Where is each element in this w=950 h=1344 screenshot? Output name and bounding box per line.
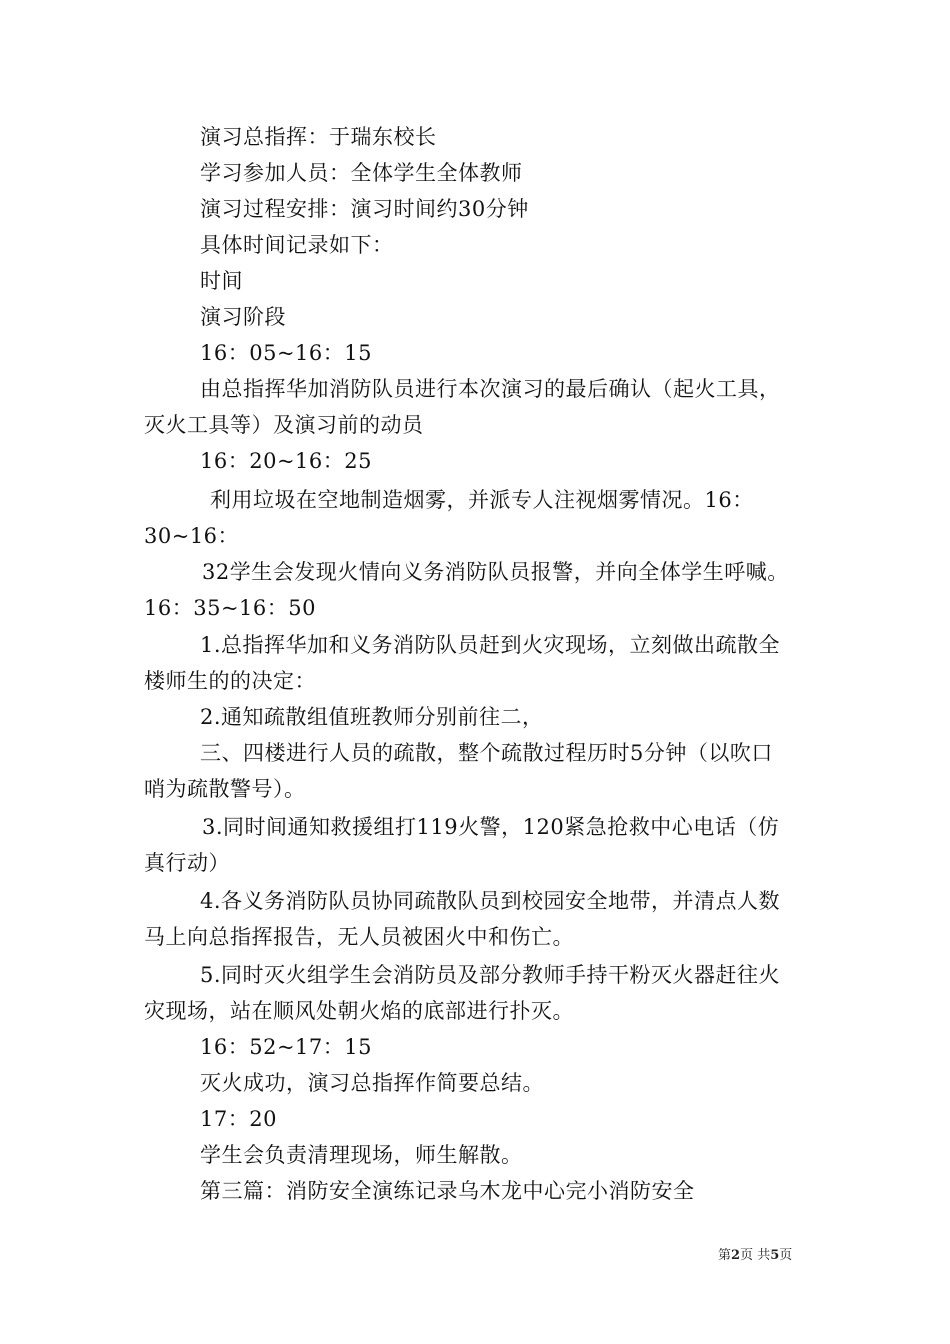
footer-suffix: 页 [779,1248,793,1263]
text-line: 楼师生的的决定： [144,669,316,693]
text-line: 学习参加人员：全体学生全体教师 [200,161,523,185]
text-line: 哨为疏散警号）。 [144,777,306,801]
text-line: 2.通知疏散组值班教师分别前往二， [200,705,544,729]
text-line: 5.同时灭火组学生会消防员及部分教师手持干粉灭火器赶往火 [200,963,781,987]
footer-page-total: 5 [770,1248,780,1263]
text-line: 3.同时间通知救援组打119火警，120紧急抢救中心电话（仿 [202,815,780,839]
text-line: 演习总指挥：于瑞东校长 [200,125,437,149]
time-line: 16：35~16：50 [144,596,316,620]
text-line: 具体时间记录如下： [200,233,394,257]
text-line: 马上向总指挥报告，无人员被困火中和伤亡。 [144,925,574,949]
text-line: 真行动） [144,851,230,875]
text-line: 灾现场，站在顺风处朝火焰的底部进行扑灭。 [144,999,574,1023]
text-line: 4.各义务消防队员协同疏散队员到校园安全地带，并清点人数 [200,889,781,913]
text-line: 30~16： [144,524,240,548]
text-line: 由总指挥华加消防队员进行本次演习的最后确认（起火工具， [200,377,781,401]
text-line: 学生会负责清理现场，师生解散。 [200,1143,523,1167]
time-line: 16：52~17：15 [200,1035,372,1059]
text-line: 1.总指挥华加和义务消防队员赶到火灾现场，立刻做出疏散全 [200,633,781,657]
footer-page-number: 2 [731,1248,741,1263]
text-line: 演习过程安排：演习时间约30分钟 [200,197,529,221]
footer-prefix: 第 [718,1248,732,1263]
section-heading: 第三篇：消防安全演练记录乌木龙中心完小消防安全 [200,1179,695,1203]
page-footer [718,1248,792,1264]
text-line: 时间 [200,269,243,293]
text-line: 32学生会发现火情向义务消防队员报警，并向全体学生呼喊。 [202,560,789,584]
text-line: 灭火工具等）及演习前的动员 [144,413,424,437]
text-line: 利用垃圾在空地制造烟雾，并派专人注视烟雾情况。16： [210,488,754,512]
text-line: 演习阶段 [200,305,286,329]
footer-middle: 页 共 [740,1248,771,1263]
time-line: 17：20 [200,1107,277,1131]
time-line: 16：20~16：25 [200,449,372,473]
text-line: 三、四楼进行人员的疏散，整个疏散过程历时5分钟（以吹口 [200,741,773,765]
text-line: 灭火成功，演习总指挥作简要总结。 [200,1071,544,1095]
time-line: 16：05~16：15 [200,341,372,365]
